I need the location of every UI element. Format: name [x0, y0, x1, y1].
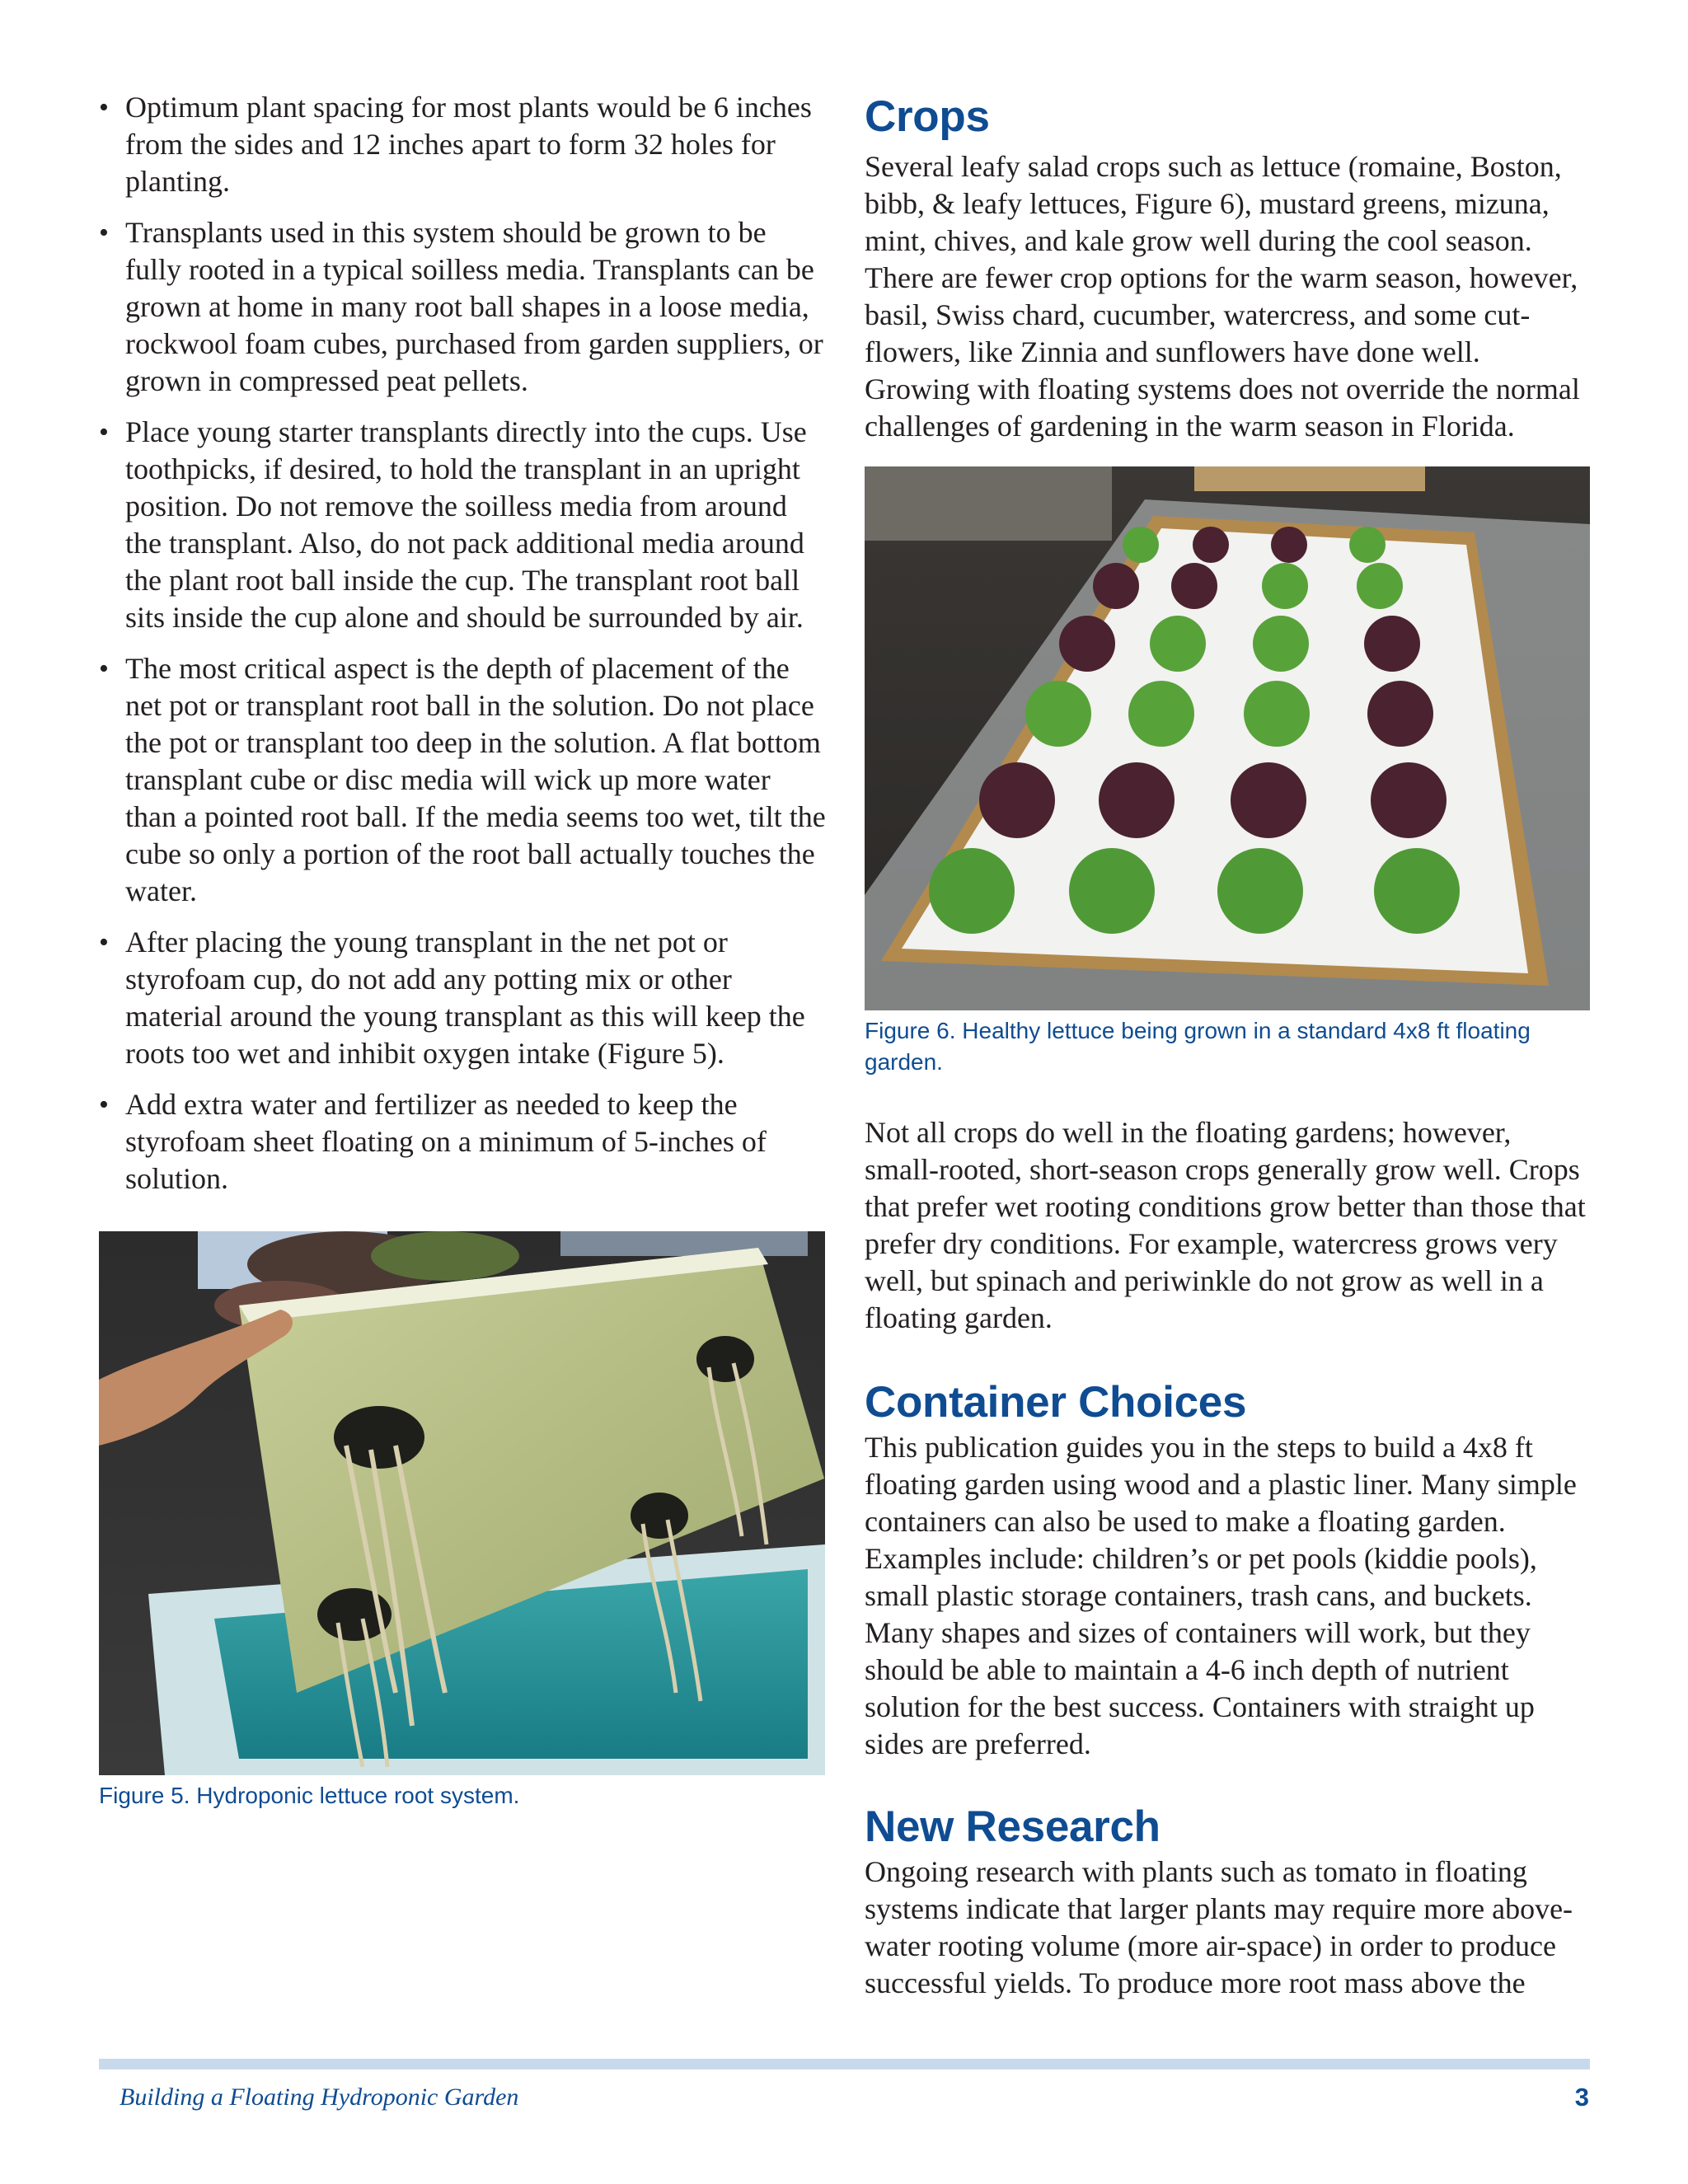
figure-6-caption: Figure 6. Healthy lettuce being grown in a standard 4x8 ft floating garden.: [865, 1018, 1531, 1075]
figure-6-photo: [865, 466, 1590, 1010]
list-item: • Add extra water and fertilizer as needed to keep the styrofoam sheet floating on a minimum of 5-inches of solution.: [99, 1086, 826, 1197]
list-item: • After placing the young transplant in the net pot or styrofoam cup, do not add any potting mix or other material around the young transplant as this will keep the roots too wet and inhibit oxygen intake (Figure 5).: [99, 924, 826, 1072]
instruction-list: [99, 89, 826, 1197]
footer-title: Building a Floating Hydroponic Garden: [120, 2083, 519, 2111]
list-item: • Transplants used in this system should be grown to be fully rooted in a typical soilless media. Transplants can be grown at home in many root ball shapes in a loose media, rockwool foam cubes, purchased from garden suppliers, or grown in compressed peat pellets.: [99, 214, 826, 400]
left-column: [99, 89, 826, 1811]
container-choices-paragraph: This publication guides you in the steps to build a 4x8 ft floating garden using wood and a plastic liner. Many simple containers can also be used to make a floating garden. Examples include: children’s or pet pools (kiddie pools), small plastic storage containers, trash cans, and buckets. Many shapes and sizes of containers will work, but they should be able to maintain a 4-6 inch depth of nutrient solution for the best success. Containers with straight up sides are preferred.: [865, 1431, 1577, 1760]
list-item: • The most critical aspect is the depth of placement of the net pot or transplant root ball in the solution. Do not place the pot or transplant too deep in the solution. A flat bottom transplant cube or disc media will wick up more water than a pointed root ball. If the media seems too wet, tilt the cube so only a portion of the root ball actually touches the water.: [99, 650, 826, 910]
page-number: 3: [1574, 2083, 1589, 2111]
crops-heading: Crops: [865, 92, 990, 141]
crops-paragraph-2: Not all crops do well in the floating gardens; however, small-rooted, short-season crops generally grow well. Crops that prefer wet rooting conditions grow better than those that prefer dry conditions. For example, watercress grows very well, but spinach and periwinkle do not grow as well in a floating garden.: [865, 1116, 1586, 1334]
new-research-heading: New Research: [865, 1802, 1160, 1851]
list-item: • Place young starter transplants directly into the cups. Use toothpicks, if desired, to hold the transplant in an upright position. Do not remove the soilless media from around the transplant. Also, do not pack additional media around the plant root ball inside the cup. The transplant root ball sits inside the cup alone and should be surrounded by air.: [99, 414, 826, 636]
figure-5-caption: Figure 5. Hydroponic lettuce root system.: [99, 1783, 520, 1808]
footer-divider: [99, 2059, 1590, 2069]
crops-paragraph: Several leafy salad crops such as lettuce (romaine, Boston, bibb, & leafy lettuces, Figure 6), mustard greens, mizuna, mint, chives, and kale grow well during the cool season. There are fewer crop options for the warm season, however, basil, Swiss chard, cucumber, watercress, and some cut-flowers, like Zinnia and sunflowers have done well. Growing with floating systems does not override the normal challenges of gardening in the warm season in Florida.: [865, 150, 1580, 443]
new-research-paragraph: Ongoing research with plants such as tomato in floating systems indicate that larger plants may require more above-water rooting volume (more air-space) in order to produce successful yields. To produce more root mass above the: [865, 1855, 1573, 1999]
figure-5-photo: [99, 1231, 825, 1775]
container-choices-heading: Container Choices: [865, 1378, 1247, 1427]
list-item: • Optimum plant spacing for most plants would be 6 inches from the sides and 12 inches apart to form 32 holes for planting.: [99, 89, 826, 200]
right-column: [865, 89, 1590, 2002]
